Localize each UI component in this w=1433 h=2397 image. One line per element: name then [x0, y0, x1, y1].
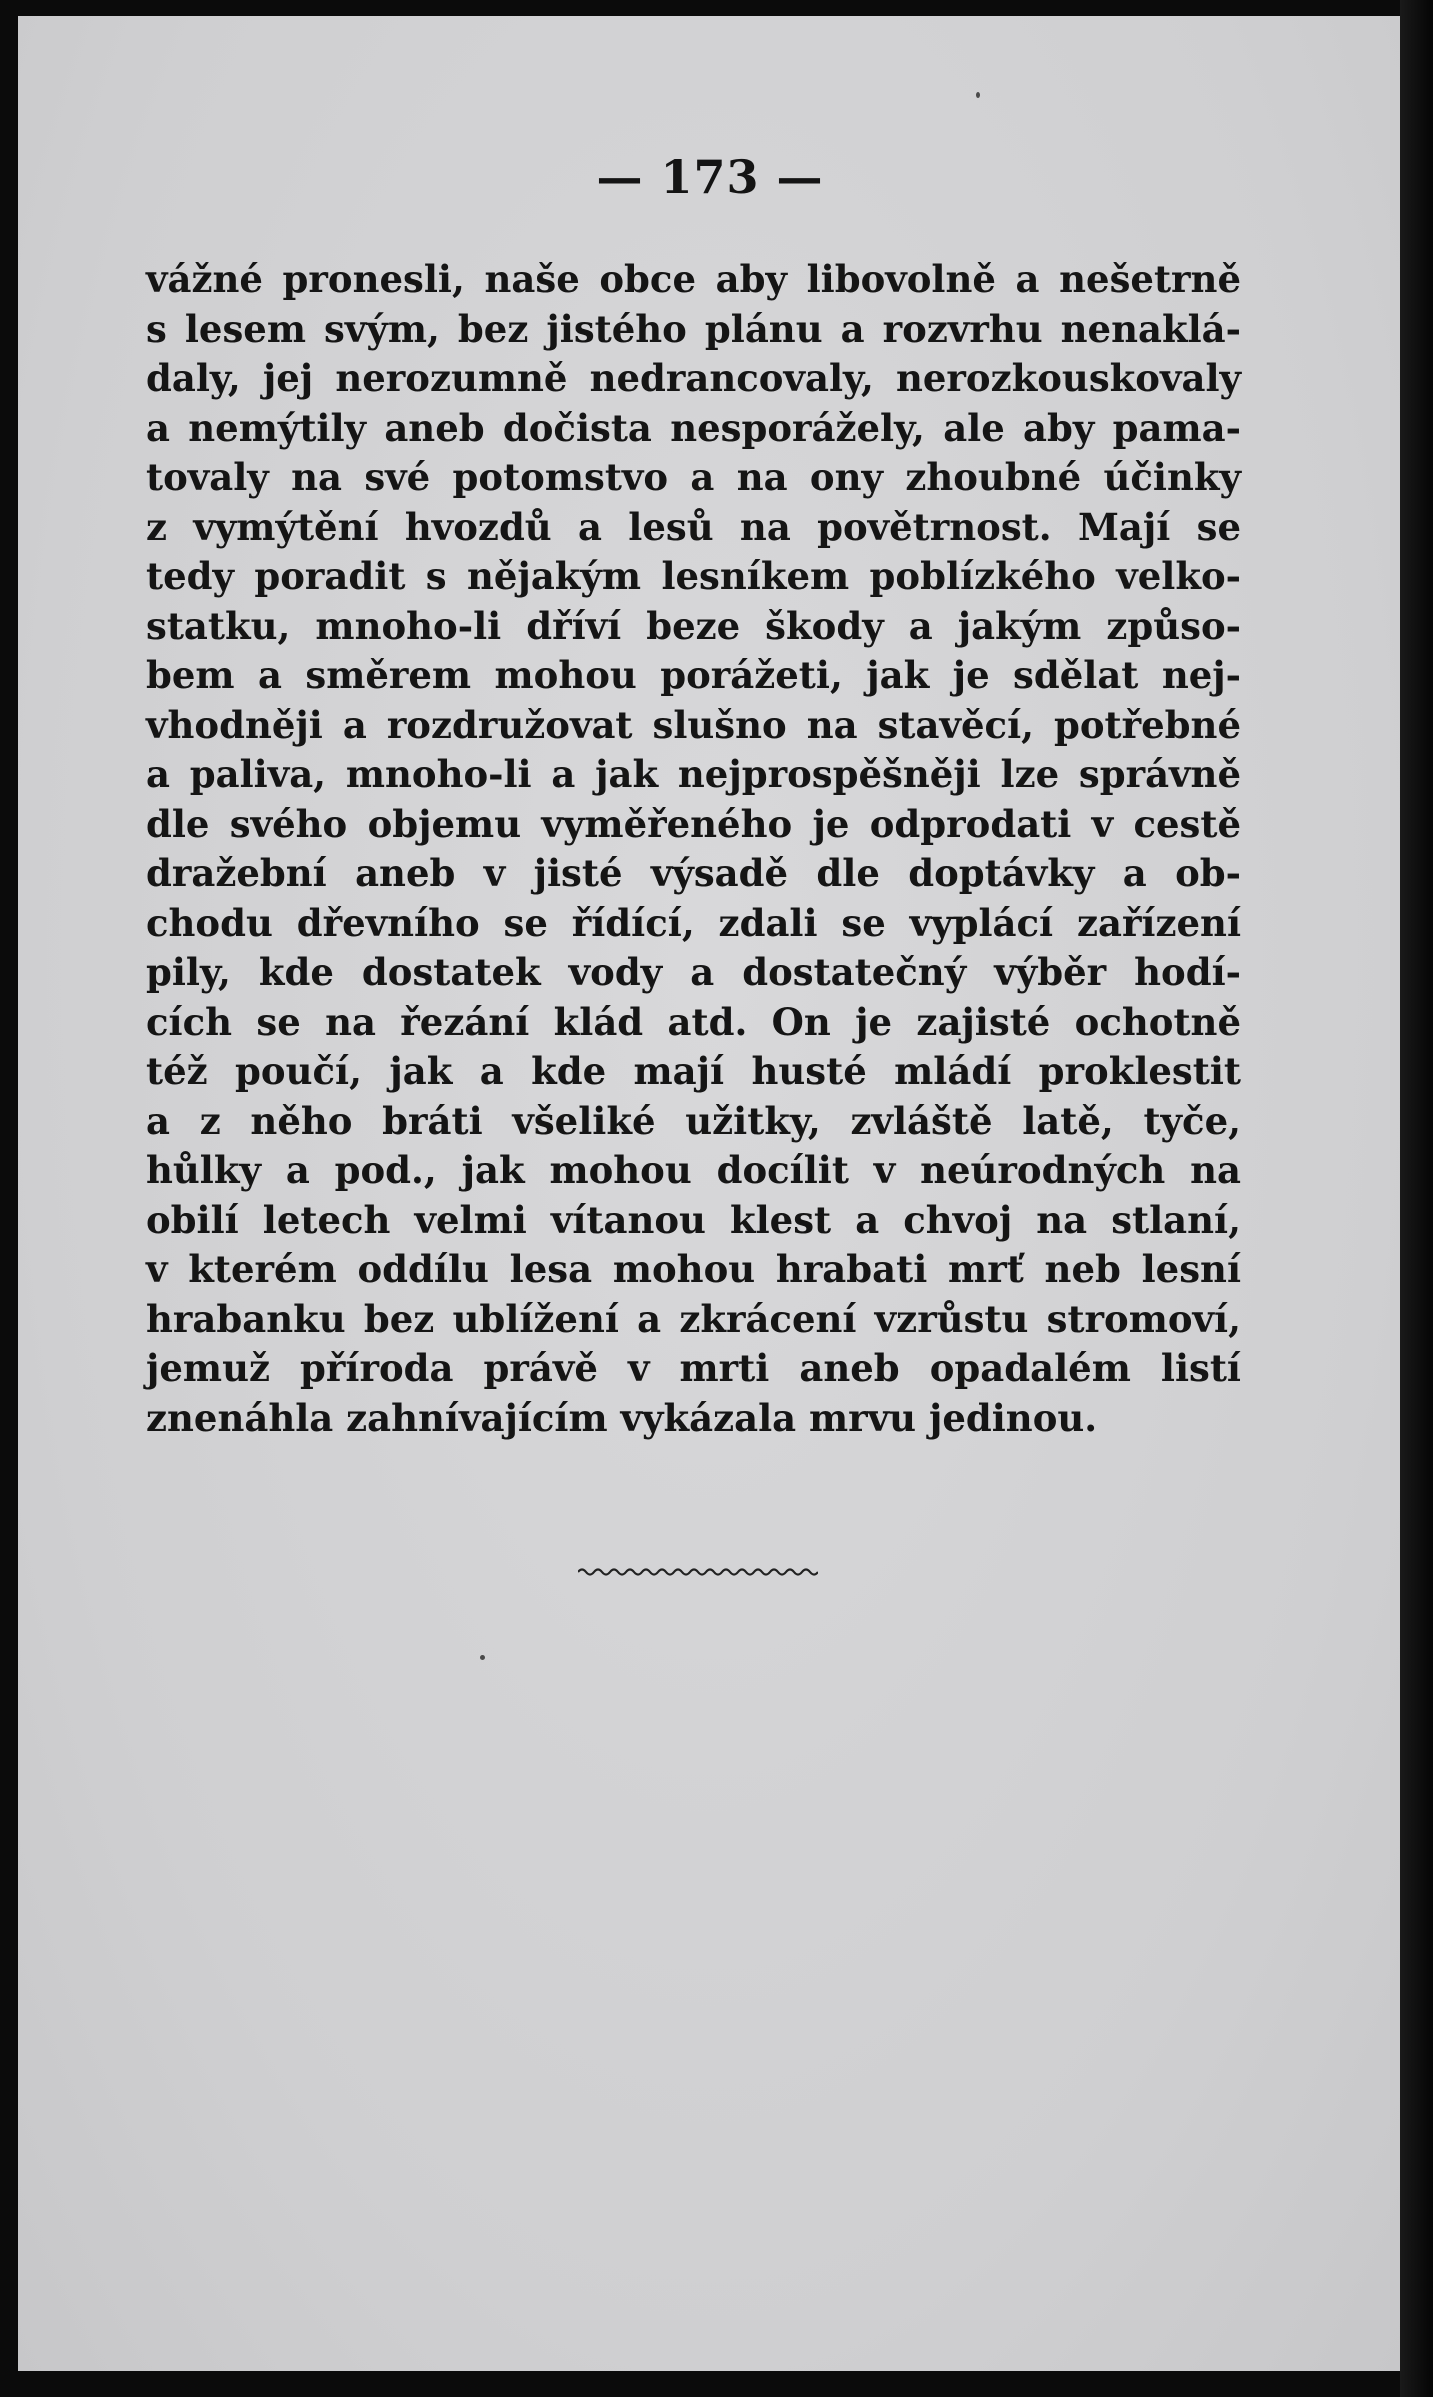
body-text [146, 255, 1241, 1443]
text-line: a paliva, mnoho-li a jak nejprospěšněji lze správně [146, 752, 1241, 796]
text-line: dle svého objemu vyměřeného je odprodati v cestě [146, 801, 1241, 846]
text-line: v kterém oddílu lesa mohou hrabati mrť neb lesní [146, 1247, 1241, 1291]
page-number: — 173 — [596, 150, 824, 204]
text-line: vhodněji a rozdružovat slušno na stavěcí, potřebné [146, 702, 1241, 747]
text-line: tedy poradit s nějakým lesníkem poblízkého velko- [146, 554, 1241, 598]
text-line: cích se na řezání klád atd. On je zajisté ochotně [146, 999, 1241, 1044]
text-line: s lesem svým, bez jistého plánu a rozvrhu nenaklá- [146, 306, 1241, 351]
text-line: též poučí, jak a kde mají husté mládí proklestit [146, 1049, 1241, 1093]
text-line: statku, mnoho-li dříví beze škody a jakým způso- [146, 603, 1241, 648]
text-line-last: znenáhla zahnívajícím vykázala mrvu jedinou. [146, 1395, 1098, 1440]
section-end-ornament [578, 1565, 818, 1579]
text-line: a z něho bráti všeliké užitky, zvláště latě, tyče, [146, 1098, 1241, 1143]
text-line: daly, jej nerozumně nedrancovaly, nerozkouskovaly [146, 356, 1241, 400]
text-line: a nemýtily aneb dočista nesporážely, ale aby pama- [146, 405, 1241, 450]
text-line: jemuž příroda právě v mrti aneb opadalém listí [146, 1346, 1241, 1390]
page-edge-shadow [1400, 0, 1433, 2397]
paper-speck [976, 92, 980, 98]
text-line: dražební aneb v jisté výsadě dle doptávky a ob- [146, 851, 1241, 895]
text-line: bem a směrem mohou porážeti, jak je sdělat nej- [146, 653, 1241, 697]
text-line: vážné pronesli, naše obce aby libovolně a nešetrně [146, 257, 1241, 301]
text-line: hrabanku bez ublížení a zkrácení vzrůstu stromoví, [146, 1296, 1241, 1341]
paper-speck [480, 1655, 485, 1660]
text-line: obilí letech velmi vítanou klest a chvoj na stlaní, [146, 1197, 1241, 1242]
text-line: hůlky a pod., jak mohou docílit v neúrodných na [146, 1148, 1241, 1192]
text-line: pily, kde dostatek vody a dostatečný výběr hodí- [146, 950, 1241, 994]
text-line: chodu dřevního se řídící, zdali se vyplácí zařízení [146, 900, 1241, 945]
text-line: tovaly na své potomstvo a na ony zhoubné účinky [146, 455, 1241, 499]
text-line: z vymýtění hvozdů a lesů na povětrnost. Mají se [146, 504, 1241, 549]
